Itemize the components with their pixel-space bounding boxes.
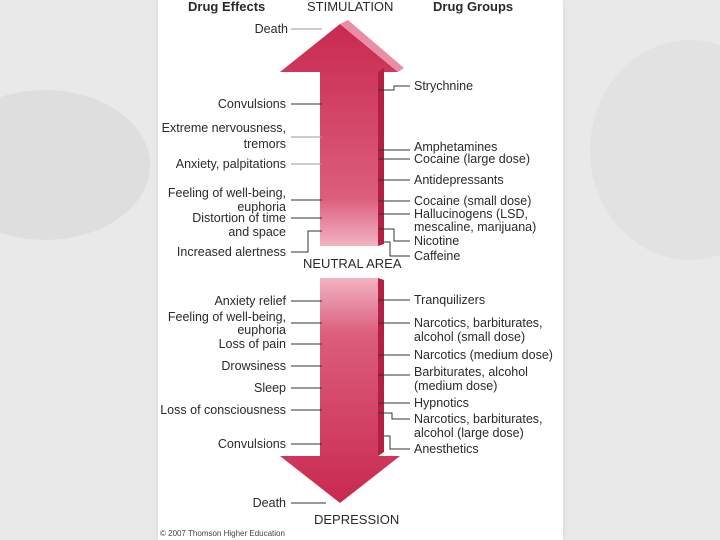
depression-arrow-side (378, 278, 384, 456)
diagram-panel (158, 0, 563, 540)
background-shape-left (0, 90, 150, 240)
effect-distortion-time: Distortion of time (192, 211, 286, 225)
effect-anxiety-relief: Anxiety relief (214, 294, 286, 308)
neutral-area-label: NEUTRAL AREA (303, 256, 402, 271)
effect-death-dep: Death (252, 496, 286, 510)
effect-well-being-stim: Feeling of well-being, (167, 186, 286, 200)
group-narcotics-medium: Narcotics (medium dose) (414, 348, 553, 362)
group-hypnotics: Hypnotics (414, 396, 469, 410)
effect-euphoria-stim: euphoria (237, 200, 286, 214)
group-amphetamines: Amphetamines (414, 140, 498, 154)
group-barbiturates-alcohol: Barbiturates, alcohol (414, 365, 528, 379)
effect-and-space: and space (228, 225, 286, 239)
effect-sleep: Sleep (254, 381, 286, 395)
drug-effects-diagram (158, 0, 563, 540)
effect-convulsions-dep: Convulsions (217, 437, 286, 451)
group-anesthetics: Anesthetics (414, 442, 479, 456)
stimulation-label: STIMULATION (307, 0, 394, 14)
effect-tremors: tremors (243, 137, 286, 151)
group-narcotics-barbiturates-large: Narcotics, barbiturates, (414, 412, 543, 426)
group-mescaline-marijuana: mescaline, marijuana) (414, 220, 537, 234)
group-hallucinogens: Hallucinogens (LSD, (414, 207, 528, 221)
group-tranquilizers: Tranquilizers (414, 293, 486, 307)
depression-label: DEPRESSION (314, 512, 400, 527)
effect-convulsions-stim: Convulsions (217, 97, 286, 111)
group-cocaine-large: Cocaine (large dose) (414, 152, 531, 166)
group-cocaine-small: Cocaine (small dose) (414, 194, 532, 208)
drug-effects-header: Drug Effects (188, 0, 266, 14)
effect-increased-alertness: Increased alertness (176, 245, 286, 259)
effect-extreme-nervousness: Extreme nervousness, (161, 121, 286, 135)
effect-loss-of-pain: Loss of pain (218, 337, 286, 351)
group-medium-dose: (medium dose) (414, 379, 498, 393)
group-nicotine: Nicotine (414, 234, 460, 248)
stimulation-arrow-side (378, 68, 384, 246)
effect-loss-of-consciousness: Loss of consciousness (160, 403, 286, 417)
effect-anxiety-palpitations: Anxiety, palpitations (175, 157, 286, 171)
group-caffeine: Caffeine (414, 249, 461, 263)
group-alcohol-large-dose: alcohol (large dose) (414, 426, 524, 440)
effect-well-being-dep: Feeling of well-being, (167, 310, 286, 324)
effect-euphoria-dep: euphoria (237, 323, 286, 337)
effect-death-stim: Death (254, 22, 288, 36)
drug-groups-header: Drug Groups (433, 0, 514, 14)
group-strychnine: Strychnine (414, 79, 474, 93)
group-antidepressants: Antidepressants (414, 173, 504, 187)
copyright-notice: © 2007 Thomson Higher Education (160, 529, 285, 538)
effect-drowsiness: Drowsiness (221, 359, 286, 373)
group-alcohol-small-dose: alcohol (small dose) (414, 330, 526, 344)
group-narcotics-barbiturates-small: Narcotics, barbiturates, (414, 316, 543, 330)
background-shape-right (590, 40, 720, 260)
